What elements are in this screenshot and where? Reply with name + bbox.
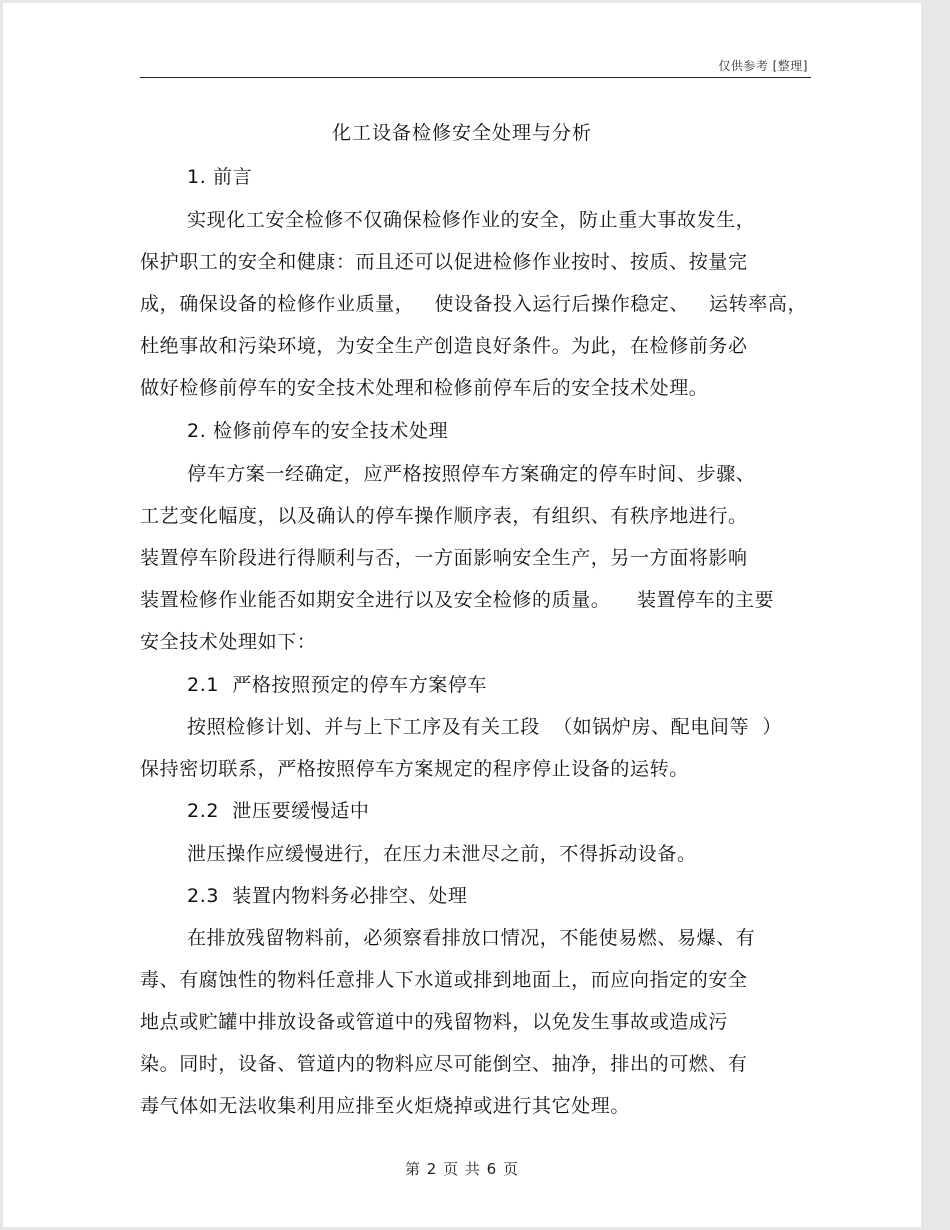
- paragraph-line: 泄压操作应缓慢进行，在压力未泄尽之前，不得拆动设备。: [187, 843, 697, 865]
- paragraph-line: 染。同时，设备、管道内的物料应尽可能倒空、抽净，排出的可燃、有: [140, 1053, 748, 1075]
- heading-section-2-3: 2.3 装置内物料务必排空、处理: [187, 885, 468, 907]
- paragraph-line: 装置检修作业能否如期安全进行以及安全检修的质量。 装置停车的主要: [140, 589, 775, 611]
- paragraph-line: 按照检修计划、并与上下工序及有关工段 （如锅炉房、配电间等 ）: [187, 716, 782, 738]
- document-title: 化工设备检修安全处理与分析: [331, 122, 592, 144]
- page-number-footer: 第 2 页 共 6 页: [405, 1160, 519, 1178]
- heading-preface: 1. 前言: [187, 166, 253, 188]
- header-divider: [140, 77, 811, 78]
- paragraph-line: 保持密切联系，严格按照停车方案规定的程序停止设备的运转。: [140, 758, 689, 780]
- paragraph-line: 毒、有腐蚀性的物料任意排人下水道或排到地面上，而应向指定的安全: [140, 969, 748, 991]
- paragraph-line: 实现化工安全检修不仅确保检修作业的安全，防止重大事故发生，: [187, 209, 756, 231]
- paragraph-line: 做好检修前停车的安全技术处理和检修前停车后的安全技术处理。: [140, 377, 709, 399]
- heading-section-2: 2. 检修前停车的安全技术处理: [187, 420, 449, 442]
- paragraph-line: 成，确保设备的检修作业质量， 使设备投入运行后操作稳定、 运转率高，: [140, 293, 808, 315]
- paragraph-line: 地点或贮罐中排放设备或管道中的残留物料，以免发生事故或造成污: [140, 1011, 729, 1033]
- heading-section-2-2: 2.2 泄压要缓慢适中: [187, 800, 370, 822]
- paragraph-line: 保护职工的安全和健康：而且还可以促进检修作业按时、按质、按量完: [140, 251, 748, 273]
- paragraph-line: 装置停车阶段进行得顺利与否，一方面影响安全生产，另一方面将影响: [140, 547, 748, 569]
- paragraph-line: 停车方案一经确定，应严格按照停车方案确定的停车时间、步骤、: [187, 463, 756, 485]
- paragraph-line: 在排放残留物料前，必须察看排放口情况，不能使易燃、易爆、有: [187, 927, 756, 949]
- heading-section-2-1: 2.1 严格按照预定的停车方案停车: [187, 674, 488, 696]
- header-note: 仅供参考 [整理]: [718, 59, 808, 73]
- paragraph-line: 安全技术处理如下：: [140, 631, 317, 653]
- paragraph-line: 毒气体如无法收集利用应排至火炬烧掉或进行其它处理。: [140, 1095, 631, 1117]
- paragraph-line: 杜绝事故和污染环境，为安全生产创造良好条件。为此，在检修前务必: [140, 335, 748, 357]
- document-page: [3, 3, 921, 1227]
- paragraph-line: 工艺变化幅度，以及确认的停车操作顺序表，有组织、有秩序地进行。: [140, 505, 748, 527]
